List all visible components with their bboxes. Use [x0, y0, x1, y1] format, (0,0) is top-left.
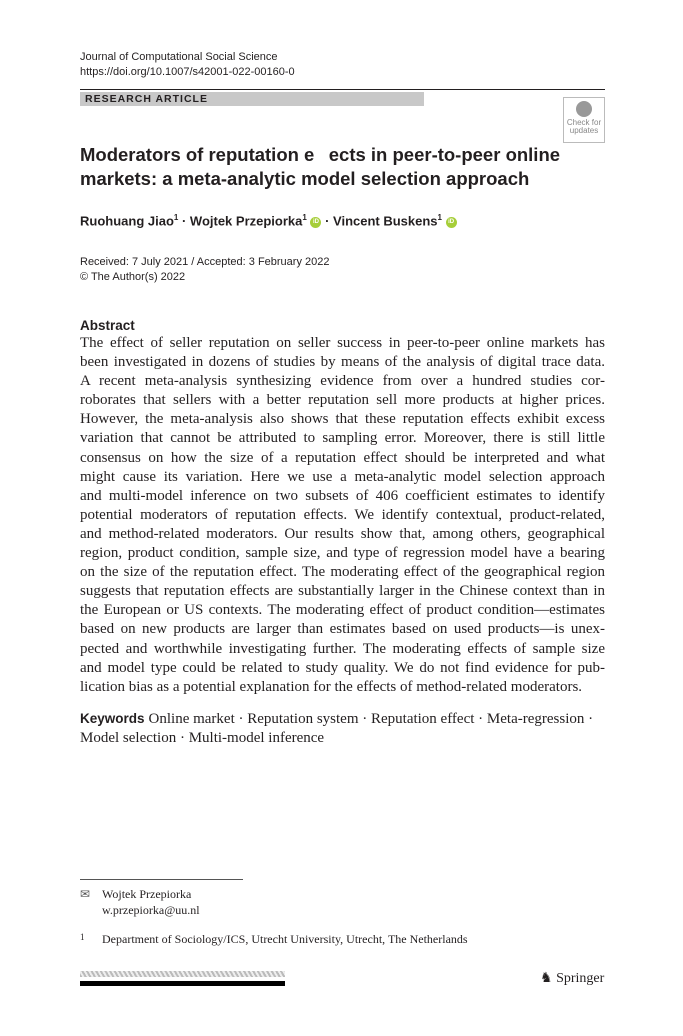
journal-info	[80, 50, 295, 80]
abstract-line: the European or US contexts. The moderating effect of product condition—estimates	[80, 602, 605, 619]
decorative-bar	[80, 971, 285, 977]
abstract-line: The effect of seller reputation on seller success in peer-to-peer online markets has	[80, 335, 605, 351]
doi-link[interactable]: https://doi.org/10.1007/s42001-022-00160-0	[80, 66, 295, 78]
abstract-line: been investigated in dozens of studies by means of the analysis of digital trace data.	[80, 354, 605, 371]
abstract-line: and multi-model inference on two subsets of 406 coefficient estimates to identify	[80, 487, 605, 504]
author-list: Ruohuang Jiao$^1$ · Wojtek Przepiorka$^1$ iD · Vincent Buskens$^1$ iD	[80, 213, 457, 228]
abstract-line: and method-related moderators. Our results show that, among others, geographical	[80, 525, 605, 542]
orcid-icon[interactable]: iD	[310, 217, 321, 228]
keywords	[80, 709, 605, 748]
affiliation-sup: 1	[437, 213, 442, 222]
springer-horse-icon: ♞	[540, 971, 557, 986]
publisher-name: Springer	[556, 971, 605, 986]
envelope-icon: ✉	[80, 887, 91, 901]
journal-name: Journal of Computational Social Science	[80, 51, 278, 63]
affiliation	[80, 932, 468, 947]
abstract-line: pected and worthwhile investigating further. The moderating effects of sample size	[80, 640, 605, 657]
paper-title: Moderators of reputation e ects in peer-to-peer online markets: a meta-analytic model selection approach	[80, 144, 561, 189]
email-link[interactable]: w.przepiorka@uu.nl	[102, 903, 200, 917]
author-name[interactable]: Ruohuang Jiao	[80, 213, 174, 229]
abstract-line: and model type could be related to study quality. We do not find evidence for pub-	[80, 659, 605, 676]
abstract-line: lication bias as a potential explanation for the effects of method-related moderators.	[80, 678, 583, 695]
abstract-line: based on new products are larger than estimates based on used products—is unex-	[80, 621, 605, 638]
article-type-banner: RESEARCH ARTICLE	[80, 92, 424, 106]
abstract-line: might cause its variation. Here we use a meta-analytic model selection approach	[80, 468, 605, 485]
affiliation-sup: 1	[302, 213, 307, 222]
corresponding-author	[80, 886, 200, 918]
check-label: Check for	[566, 118, 602, 127]
keywords-label: Keywords	[80, 711, 145, 726]
affiliation-text: Department of Sociology/ICS, Utrecht University, Utrecht, The Netherlands	[102, 932, 468, 946]
abstract-heading: Abstract	[80, 318, 135, 333]
corresponding-name: Wojtek Przepiorka	[102, 887, 192, 901]
abstract-line: A recent meta-analysis synthesizing evidence from over a hundred studies cor-	[80, 373, 605, 390]
received-date: Received: 7 July 2021 / Accepted: 3 February 2022	[80, 256, 330, 268]
keywords-line: Online market · Reputation system · Reputation effect · Meta-regression ·	[148, 711, 594, 727]
affiliation-number: 1	[80, 932, 85, 942]
author-name[interactable]: Wojtek Przepiorka	[189, 213, 303, 229]
abstract-body	[80, 334, 605, 697]
updates-label: updates	[569, 126, 599, 135]
abstract-line: roborates that sellers with a better reputation sell more products at higher prices.	[80, 392, 605, 409]
publisher-logo	[540, 970, 604, 987]
abstract-line: on the size of the reputation effect. The moderating effect of the geographical region	[80, 564, 605, 581]
abstract-line: However, the meta-analysis also shows that these reputation effects exhibit excess	[80, 411, 605, 428]
footnote-divider	[80, 879, 243, 880]
abstract-line: potential moderators of reputation effects. We identify contextual, product-related,	[80, 506, 605, 523]
divider	[80, 89, 605, 90]
abstract-line: consensus on how the size of a reputation effect should be interpreted and what	[80, 449, 605, 466]
bookmark-icon	[576, 101, 592, 117]
abstract-line: region, product condition, sample size, and type of regression model have a bearing	[80, 545, 605, 562]
check-for-updates-button[interactable]	[563, 97, 605, 143]
orcid-icon[interactable]: iD	[446, 217, 457, 228]
affiliation-sup: 1	[173, 213, 179, 222]
abstract-line: suggests that reputation effects are substantially larger in the Chinese context than in	[80, 583, 605, 600]
copyright: © The Author(s) 2022	[80, 271, 186, 283]
abstract-line: variation that cannot be attributed to sampling error. Moreover, there is still little	[80, 430, 605, 447]
dates	[80, 255, 330, 285]
keywords-line: Model selection · Multi-model inference	[80, 730, 325, 747]
decorative-bar	[80, 981, 285, 986]
author-name[interactable]: Vincent Buskens	[333, 213, 438, 229]
